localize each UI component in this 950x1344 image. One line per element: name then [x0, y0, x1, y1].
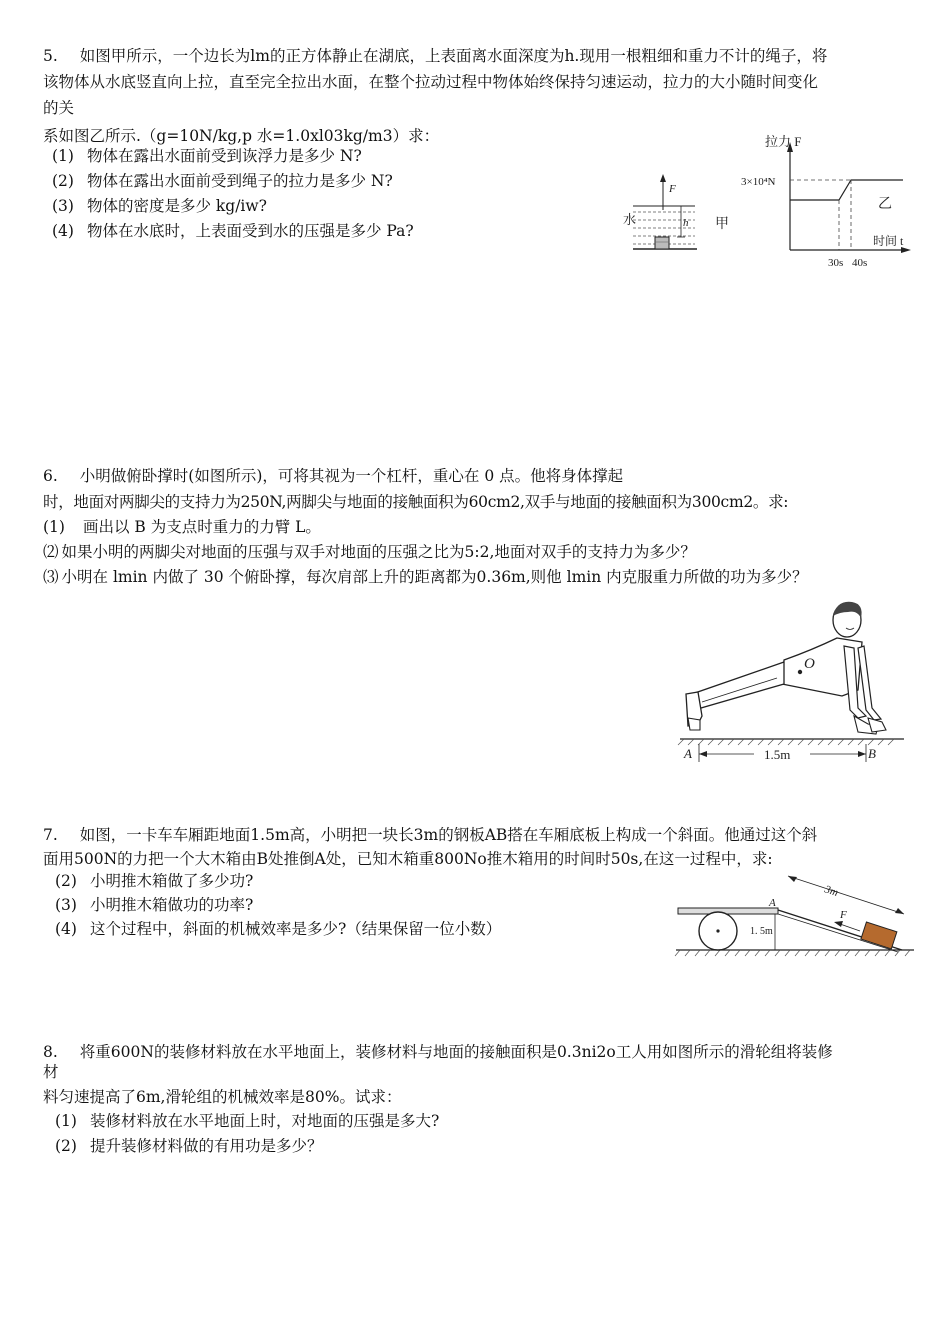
q5-tick-40: 40s	[852, 257, 868, 269]
q7-item-1	[55, 870, 253, 892]
q6-item-text: 如果小明的两脚尖对地面的压强与双手对地面的压强之比为5:2,地面对双手的支持力为多少？	[61, 543, 696, 561]
q5-caption-jia: 甲	[715, 217, 729, 232]
q5-item-3	[52, 195, 267, 217]
q6-label-a: A	[684, 746, 692, 761]
q5-item-num: (1)	[52, 147, 74, 165]
q8-stem-line-2: 材	[43, 1063, 59, 1081]
q7-length-label: 3m	[823, 883, 840, 900]
q6-item-1	[43, 516, 321, 538]
q6-item-num: ⑶	[43, 568, 59, 586]
q6-stem-line-2: 时，地面对两脚尖的支持力为250N,两脚尖与地面的接触面积为60cm2,双手与地面的接触面积为300cm2。求:	[43, 493, 789, 511]
q5-item-num: (4)	[52, 222, 74, 240]
q7-item-num: (3)	[55, 896, 77, 914]
q5-water-label: 水	[623, 212, 637, 227]
q6-distance-label: 1.5m	[764, 747, 791, 762]
q5-figure-yi	[735, 130, 915, 272]
q6-item-2	[43, 541, 696, 563]
q7-force-label: F	[840, 909, 847, 921]
q8-item-1	[55, 1110, 439, 1132]
q8-item-text: 装修材料放在水平地面上时，对地面的压强是多大?	[89, 1112, 440, 1130]
q5-item-text: 物体的密度是多少 kg/iw?	[86, 197, 267, 215]
q7-stem-line-1	[43, 824, 817, 846]
q8-item-2	[55, 1135, 322, 1157]
q5-item-text: 物体在露出水面前受到诙浮力是多少 N?	[86, 147, 362, 165]
q6-item-3	[43, 566, 808, 588]
q5-stem-line-1	[43, 45, 827, 67]
q7-label-a: A	[769, 897, 776, 909]
q5-item-num: (2)	[52, 172, 74, 190]
q5-item-text: 物体在水底时，上表面受到水的压强是多少 Pa?	[86, 222, 414, 240]
q7-item-text: 小明推木箱做功的功率?	[89, 896, 254, 914]
q6-stem-text-1: 小明做俯卧撑时(如图所示)，可将其视为一个杠杆，重心在 0 点。他将身体撑起	[79, 467, 624, 485]
q5-depth-label: h	[683, 217, 689, 229]
q5-number: 5.	[43, 47, 58, 65]
q6-pushup-figure	[672, 598, 912, 770]
q5-item-1	[52, 145, 362, 167]
q6-item-text: 画出以 B 为支点时重力的力臂 L。	[82, 518, 321, 536]
q8-item-text: 提升装修材料做的有用功是多少？	[89, 1137, 323, 1155]
q5-item-text: 物体在露出水面前受到绳子的拉力是多少 N?	[86, 172, 393, 190]
q7-height-label: 1. 5m	[750, 926, 773, 937]
q8-stem-line-1	[43, 1041, 833, 1063]
q5-y-axis-label: 拉力 F	[765, 134, 802, 149]
q8-item-num: (1)	[55, 1112, 77, 1130]
q5-x-axis-label: 时间 t	[873, 234, 904, 248]
q7-item-2	[55, 894, 253, 916]
q7-item-text: 这个过程中，斜面的机械效率是多少?（结果保留一位小数）	[89, 920, 502, 938]
q7-item-text: 小明推木箱做了多少功?	[89, 872, 254, 890]
q5-item-4	[52, 220, 414, 242]
q8-number: 8.	[43, 1043, 58, 1061]
q7-ramp-figure	[672, 868, 918, 960]
q8-item-num: (2)	[55, 1137, 77, 1155]
q5-force-label: F	[669, 183, 676, 195]
q5-stem-line-3: 的关	[43, 99, 75, 117]
q7-item-num: (2)	[55, 872, 77, 890]
q5-item-num: (3)	[52, 197, 74, 215]
q5-y-value-label: 3×10⁴N	[741, 176, 776, 188]
q8-stem-text-1: 将重600N的装修材料放在水平地面上，装修材料与地面的接触面积是0.3ni2o工人用如图所示的滑轮组将装修	[79, 1043, 833, 1061]
q5-stem-line-4: 系如图乙所示.（g=10N/kg,p 水=1.0xl03kg/m3）求：	[43, 127, 440, 145]
q6-item-text: 小明在 lmin 内做了 30 个俯卧撑，每次肩部上升的距离都为0.36m,则他 lmin 内克服重力所做的功为多少？	[61, 568, 808, 586]
q5-item-2	[52, 170, 393, 192]
q6-number: 6.	[43, 467, 58, 485]
q6-stem-line-1	[43, 465, 623, 487]
q5-figure-jia	[615, 170, 740, 255]
q7-item-3	[55, 918, 501, 940]
q5-tick-30: 30s	[828, 257, 844, 269]
q5-stem-line-2: 该物体从水底竖直向上拉，直至完全拉出水面，在整个拉动过程中物体始终保持匀速运动，拉力的大小随时间变化	[43, 73, 819, 91]
q5-stem-text-1: 如图甲所示，一个边长为lm的正方体静止在湖底，上表面离水面深度为h.现用一根粗细和重力不计的绳子，将	[79, 47, 828, 65]
q6-label-b: B	[868, 746, 876, 761]
q7-stem-line-2: 面用500N的力把一个大木箱由B处推倒A处，已知木箱重800No推木箱用的时间时50s,在这一过程中，求:	[43, 850, 773, 868]
q7-stem-text-1: 如图，一卡车车厢距地面1.5m高，小明把一块长3m的钢板AB搭在车厢底板上构成一个斜面。他通过这个斜	[79, 826, 818, 844]
q6-item-num: (1)	[43, 518, 65, 536]
q6-item-num: ⑵	[43, 543, 59, 561]
q7-number: 7.	[43, 826, 58, 844]
q5-caption-yi: 乙	[878, 197, 892, 212]
q6-label-o: O	[804, 656, 815, 672]
q8-stem-line-3: 料匀速提高了6m,滑轮组的机械效率是80%。试求：	[43, 1088, 402, 1106]
q7-item-num: (4)	[55, 920, 77, 938]
